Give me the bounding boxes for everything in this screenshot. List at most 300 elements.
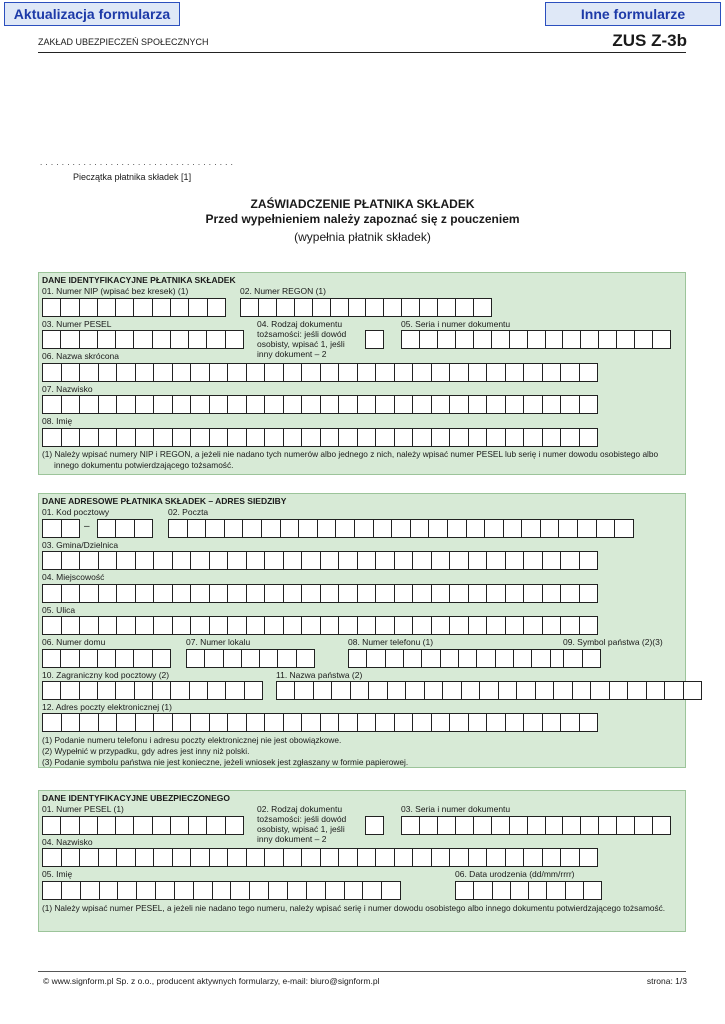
char-box[interactable]: [117, 849, 136, 866]
char-box[interactable]: [321, 714, 340, 731]
char-box[interactable]: [43, 849, 62, 866]
char-box[interactable]: [117, 585, 136, 602]
char-box[interactable]: [191, 364, 210, 381]
char-box[interactable]: [469, 552, 488, 569]
char-box[interactable]: [191, 396, 210, 413]
char-box[interactable]: [506, 364, 525, 381]
char-box[interactable]: [561, 396, 580, 413]
char-box[interactable]: [432, 714, 451, 731]
char-box[interactable]: [561, 585, 580, 602]
char-box[interactable]: [469, 585, 488, 602]
char-box[interactable]: [448, 520, 467, 537]
insured-doc-type-input[interactable]: [365, 816, 384, 835]
char-box[interactable]: [597, 520, 616, 537]
char-box[interactable]: [321, 849, 340, 866]
char-box[interactable]: [564, 650, 583, 667]
char-box[interactable]: [493, 882, 511, 899]
char-box[interactable]: [80, 331, 98, 348]
char-box[interactable]: [116, 299, 134, 316]
char-box[interactable]: [395, 364, 414, 381]
char-box[interactable]: [529, 882, 547, 899]
other-forms-button[interactable]: Inne formularze: [545, 2, 721, 26]
char-box[interactable]: [136, 396, 155, 413]
char-box[interactable]: [456, 882, 474, 899]
char-box[interactable]: [247, 617, 266, 634]
locality-input[interactable]: [42, 584, 598, 603]
char-box[interactable]: [226, 817, 243, 834]
post-input[interactable]: [168, 519, 634, 538]
char-box[interactable]: [358, 364, 377, 381]
char-box[interactable]: [210, 714, 229, 731]
char-box[interactable]: [349, 650, 367, 667]
char-box[interactable]: [117, 552, 136, 569]
street-input[interactable]: [42, 616, 598, 635]
char-box[interactable]: [99, 552, 118, 569]
char-box[interactable]: [134, 331, 152, 348]
char-box[interactable]: [583, 650, 601, 667]
char-box[interactable]: [189, 817, 207, 834]
char-box[interactable]: [99, 849, 118, 866]
char-box[interactable]: [469, 849, 488, 866]
char-box[interactable]: [80, 429, 99, 446]
insured-doc-series-input[interactable]: [401, 816, 671, 835]
char-box[interactable]: [136, 429, 155, 446]
char-box[interactable]: [43, 520, 62, 537]
char-box[interactable]: [395, 429, 414, 446]
char-box[interactable]: [339, 396, 358, 413]
char-box[interactable]: [265, 585, 284, 602]
char-box[interactable]: [80, 650, 98, 667]
char-box[interactable]: [284, 617, 303, 634]
char-box[interactable]: [80, 817, 98, 834]
char-box[interactable]: [43, 617, 62, 634]
char-box[interactable]: [438, 299, 456, 316]
char-box[interactable]: [299, 520, 318, 537]
char-box[interactable]: [118, 882, 137, 899]
char-box[interactable]: [117, 617, 136, 634]
postal-code-part1-input[interactable]: [42, 519, 80, 538]
char-box[interactable]: [98, 817, 116, 834]
char-box[interactable]: [487, 364, 506, 381]
char-box[interactable]: [591, 682, 609, 699]
char-box[interactable]: [231, 882, 250, 899]
char-box[interactable]: [99, 617, 118, 634]
char-box[interactable]: [321, 617, 340, 634]
char-box[interactable]: [171, 817, 189, 834]
char-box[interactable]: [62, 714, 81, 731]
char-box[interactable]: [135, 682, 153, 699]
char-box[interactable]: [265, 617, 284, 634]
char-box[interactable]: [450, 396, 469, 413]
char-box[interactable]: [228, 429, 247, 446]
char-box[interactable]: [173, 849, 192, 866]
char-box[interactable]: [265, 396, 284, 413]
char-box[interactable]: [313, 299, 331, 316]
char-box[interactable]: [339, 429, 358, 446]
char-box[interactable]: [260, 650, 278, 667]
char-box[interactable]: [487, 396, 506, 413]
char-box[interactable]: [492, 817, 510, 834]
char-box[interactable]: [432, 585, 451, 602]
char-box[interactable]: [339, 617, 358, 634]
char-box[interactable]: [307, 882, 326, 899]
char-box[interactable]: [173, 364, 192, 381]
char-box[interactable]: [355, 520, 374, 537]
char-box[interactable]: [432, 396, 451, 413]
char-box[interactable]: [116, 817, 134, 834]
char-box[interactable]: [615, 520, 633, 537]
char-box[interactable]: [339, 364, 358, 381]
char-box[interactable]: [480, 682, 498, 699]
char-box[interactable]: [420, 331, 438, 348]
char-box[interactable]: [543, 617, 562, 634]
char-box[interactable]: [450, 552, 469, 569]
char-box[interactable]: [536, 682, 554, 699]
char-box[interactable]: [213, 882, 232, 899]
char-box[interactable]: [302, 429, 321, 446]
char-box[interactable]: [432, 364, 451, 381]
char-box[interactable]: [395, 617, 414, 634]
char-box[interactable]: [358, 849, 377, 866]
char-box[interactable]: [413, 617, 432, 634]
char-box[interactable]: [245, 682, 262, 699]
char-box[interactable]: [116, 682, 134, 699]
char-box[interactable]: [116, 520, 134, 537]
char-box[interactable]: [413, 364, 432, 381]
char-box[interactable]: [302, 617, 321, 634]
char-box[interactable]: [499, 682, 517, 699]
char-box[interactable]: [43, 714, 62, 731]
char-box[interactable]: [580, 585, 598, 602]
char-box[interactable]: [573, 682, 591, 699]
char-box[interactable]: [395, 714, 414, 731]
char-box[interactable]: [100, 882, 119, 899]
char-box[interactable]: [653, 817, 670, 834]
char-box[interactable]: [366, 817, 383, 834]
char-box[interactable]: [524, 714, 543, 731]
char-box[interactable]: [432, 617, 451, 634]
char-box[interactable]: [402, 299, 420, 316]
char-box[interactable]: [610, 682, 628, 699]
char-box[interactable]: [543, 585, 562, 602]
char-box[interactable]: [422, 650, 440, 667]
char-box[interactable]: [469, 396, 488, 413]
char-box[interactable]: [376, 585, 395, 602]
char-box[interactable]: [524, 364, 543, 381]
char-box[interactable]: [62, 520, 80, 537]
char-box[interactable]: [117, 714, 136, 731]
char-box[interactable]: [456, 299, 474, 316]
char-box[interactable]: [247, 364, 266, 381]
char-box[interactable]: [506, 552, 525, 569]
char-box[interactable]: [524, 396, 543, 413]
char-box[interactable]: [358, 714, 377, 731]
char-box[interactable]: [134, 299, 152, 316]
char-box[interactable]: [173, 552, 192, 569]
char-box[interactable]: [117, 429, 136, 446]
char-box[interactable]: [506, 429, 525, 446]
char-box[interactable]: [278, 650, 296, 667]
char-box[interactable]: [477, 650, 495, 667]
char-box[interactable]: [345, 882, 364, 899]
char-box[interactable]: [99, 585, 118, 602]
char-box[interactable]: [191, 714, 210, 731]
char-box[interactable]: [210, 849, 229, 866]
char-box[interactable]: [194, 882, 213, 899]
char-box[interactable]: [474, 817, 492, 834]
char-box[interactable]: [173, 617, 192, 634]
char-box[interactable]: [599, 817, 617, 834]
char-box[interactable]: [376, 396, 395, 413]
char-box[interactable]: [80, 396, 99, 413]
char-box[interactable]: [581, 817, 599, 834]
char-box[interactable]: [297, 650, 314, 667]
char-box[interactable]: [506, 849, 525, 866]
char-box[interactable]: [546, 331, 564, 348]
char-box[interactable]: [277, 682, 295, 699]
char-box[interactable]: [98, 331, 116, 348]
char-box[interactable]: [543, 396, 562, 413]
char-box[interactable]: [425, 682, 443, 699]
char-box[interactable]: [247, 849, 266, 866]
country-name-input[interactable]: [276, 681, 702, 700]
char-box[interactable]: [524, 585, 543, 602]
char-box[interactable]: [517, 682, 535, 699]
char-box[interactable]: [635, 331, 653, 348]
char-box[interactable]: [136, 585, 155, 602]
char-box[interactable]: [510, 817, 528, 834]
char-box[interactable]: [43, 650, 61, 667]
char-box[interactable]: [376, 552, 395, 569]
char-box[interactable]: [153, 299, 171, 316]
char-box[interactable]: [190, 682, 208, 699]
char-box[interactable]: [243, 520, 262, 537]
char-box[interactable]: [404, 650, 422, 667]
char-box[interactable]: [395, 585, 414, 602]
char-box[interactable]: [241, 299, 259, 316]
char-box[interactable]: [262, 520, 281, 537]
char-box[interactable]: [367, 650, 385, 667]
char-box[interactable]: [154, 585, 173, 602]
char-box[interactable]: [210, 585, 229, 602]
char-box[interactable]: [528, 331, 546, 348]
char-box[interactable]: [358, 396, 377, 413]
char-box[interactable]: [250, 882, 269, 899]
char-box[interactable]: [511, 882, 529, 899]
char-box[interactable]: [522, 520, 541, 537]
char-box[interactable]: [358, 585, 377, 602]
char-box[interactable]: [474, 331, 492, 348]
char-box[interactable]: [376, 429, 395, 446]
char-box[interactable]: [80, 617, 99, 634]
char-box[interactable]: [228, 396, 247, 413]
char-box[interactable]: [358, 552, 377, 569]
char-box[interactable]: [441, 650, 459, 667]
char-box[interactable]: [543, 429, 562, 446]
char-box[interactable]: [366, 331, 383, 348]
char-box[interactable]: [302, 849, 321, 866]
char-box[interactable]: [395, 552, 414, 569]
char-box[interactable]: [349, 299, 367, 316]
char-box[interactable]: [153, 682, 171, 699]
char-box[interactable]: [543, 552, 562, 569]
char-box[interactable]: [154, 849, 173, 866]
char-box[interactable]: [302, 364, 321, 381]
char-box[interactable]: [443, 682, 461, 699]
char-box[interactable]: [61, 299, 79, 316]
char-box[interactable]: [420, 299, 438, 316]
char-box[interactable]: [173, 429, 192, 446]
char-box[interactable]: [43, 299, 61, 316]
char-box[interactable]: [546, 817, 564, 834]
char-box[interactable]: [302, 396, 321, 413]
doc-series-input[interactable]: [401, 330, 671, 349]
char-box[interactable]: [438, 331, 456, 348]
char-box[interactable]: [559, 520, 578, 537]
char-box[interactable]: [384, 299, 402, 316]
char-box[interactable]: [487, 429, 506, 446]
char-box[interactable]: [331, 299, 349, 316]
char-box[interactable]: [524, 552, 543, 569]
char-box[interactable]: [395, 849, 414, 866]
char-box[interactable]: [80, 585, 99, 602]
char-box[interactable]: [514, 650, 532, 667]
char-box[interactable]: [154, 552, 173, 569]
char-box[interactable]: [413, 585, 432, 602]
char-box[interactable]: [247, 714, 266, 731]
char-box[interactable]: [450, 714, 469, 731]
char-box[interactable]: [462, 682, 480, 699]
char-box[interactable]: [189, 299, 207, 316]
char-box[interactable]: [43, 396, 62, 413]
char-box[interactable]: [647, 682, 665, 699]
house-number-input[interactable]: [42, 649, 171, 668]
char-box[interactable]: [189, 331, 207, 348]
char-box[interactable]: [61, 331, 79, 348]
char-box[interactable]: [173, 585, 192, 602]
char-box[interactable]: [487, 585, 506, 602]
char-box[interactable]: [175, 882, 194, 899]
char-box[interactable]: [376, 617, 395, 634]
char-box[interactable]: [450, 429, 469, 446]
char-box[interactable]: [376, 714, 395, 731]
char-box[interactable]: [456, 331, 474, 348]
char-box[interactable]: [208, 682, 226, 699]
char-box[interactable]: [450, 617, 469, 634]
char-box[interactable]: [62, 585, 81, 602]
char-box[interactable]: [43, 882, 62, 899]
char-box[interactable]: [369, 682, 387, 699]
char-box[interactable]: [332, 682, 350, 699]
char-box[interactable]: [136, 552, 155, 569]
char-box[interactable]: [561, 617, 580, 634]
char-box[interactable]: [541, 520, 560, 537]
char-box[interactable]: [136, 617, 155, 634]
char-box[interactable]: [288, 882, 307, 899]
char-box[interactable]: [188, 520, 207, 537]
regon-input[interactable]: [240, 298, 492, 317]
char-box[interactable]: [504, 520, 523, 537]
char-box[interactable]: [62, 396, 81, 413]
char-box[interactable]: [80, 364, 99, 381]
char-box[interactable]: [136, 364, 155, 381]
char-box[interactable]: [554, 682, 572, 699]
char-box[interactable]: [469, 714, 488, 731]
char-box[interactable]: [284, 714, 303, 731]
char-box[interactable]: [580, 617, 598, 634]
char-box[interactable]: [617, 817, 635, 834]
nip-input[interactable]: [42, 298, 226, 317]
char-box[interactable]: [207, 331, 225, 348]
char-box[interactable]: [450, 364, 469, 381]
char-box[interactable]: [247, 552, 266, 569]
char-box[interactable]: [154, 429, 173, 446]
char-box[interactable]: [284, 849, 303, 866]
char-box[interactable]: [366, 299, 384, 316]
char-box[interactable]: [191, 849, 210, 866]
char-box[interactable]: [653, 331, 670, 348]
char-box[interactable]: [80, 714, 99, 731]
char-box[interactable]: [321, 429, 340, 446]
char-box[interactable]: [242, 650, 260, 667]
insured-pesel-input[interactable]: [42, 816, 244, 835]
char-box[interactable]: [580, 429, 598, 446]
char-box[interactable]: [206, 520, 225, 537]
char-box[interactable]: [561, 364, 580, 381]
char-box[interactable]: [314, 682, 332, 699]
char-box[interactable]: [259, 299, 277, 316]
char-box[interactable]: [269, 882, 288, 899]
char-box[interactable]: [339, 714, 358, 731]
char-box[interactable]: [43, 364, 62, 381]
char-box[interactable]: [351, 682, 369, 699]
char-box[interactable]: [395, 396, 414, 413]
char-box[interactable]: [98, 650, 116, 667]
char-box[interactable]: [153, 331, 171, 348]
char-box[interactable]: [61, 682, 79, 699]
char-box[interactable]: [284, 429, 303, 446]
char-box[interactable]: [191, 552, 210, 569]
char-box[interactable]: [153, 817, 171, 834]
char-box[interactable]: [187, 650, 205, 667]
char-box[interactable]: [321, 364, 340, 381]
char-box[interactable]: [510, 331, 528, 348]
char-box[interactable]: [506, 617, 525, 634]
char-box[interactable]: [99, 714, 118, 731]
char-box[interactable]: [191, 585, 210, 602]
char-box[interactable]: [386, 650, 404, 667]
char-box[interactable]: [80, 299, 98, 316]
doc-type-input[interactable]: [365, 330, 384, 349]
char-box[interactable]: [469, 617, 488, 634]
char-box[interactable]: [225, 520, 244, 537]
char-box[interactable]: [524, 617, 543, 634]
char-box[interactable]: [580, 849, 598, 866]
char-box[interactable]: [284, 364, 303, 381]
char-box[interactable]: [326, 882, 345, 899]
char-box[interactable]: [295, 299, 313, 316]
char-box[interactable]: [302, 714, 321, 731]
surname-input[interactable]: [42, 395, 598, 414]
char-box[interactable]: [413, 714, 432, 731]
char-box[interactable]: [302, 552, 321, 569]
char-box[interactable]: [265, 849, 284, 866]
char-box[interactable]: [281, 520, 300, 537]
insured-first-name-input[interactable]: [42, 881, 401, 900]
char-box[interactable]: [134, 650, 152, 667]
char-box[interactable]: [62, 552, 81, 569]
char-box[interactable]: [156, 882, 175, 899]
